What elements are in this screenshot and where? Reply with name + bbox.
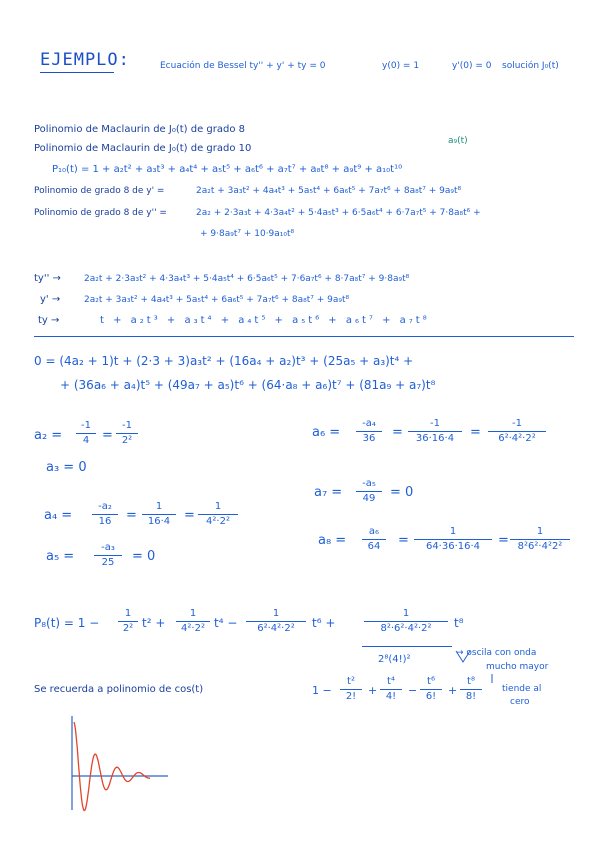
a7-lhs: a₇ = xyxy=(314,485,343,500)
solution-note: solución J₀(t) xyxy=(502,61,559,71)
p8-note-2: mucho mayor xyxy=(486,662,549,672)
p8-term4-var: t⁸ xyxy=(454,616,464,630)
row-ty2: 2a₂t + 2·3a₃t² + 4·3a₄t³ + 5·4a₅t⁴ + 6·5a₆t⁵ + 7·6a₇t⁶ + 8·7a₈t⁷ + 9·8a₉t⁸ xyxy=(84,274,410,284)
initial-condition-y: y(0) = 1 xyxy=(382,61,420,71)
cos-note-1: tiende al xyxy=(502,684,542,694)
p8-term4-frac: 1 8²·6²·4²·2² xyxy=(364,608,448,635)
p8-term1-var: t² + xyxy=(142,616,166,630)
a6-lhs: a₆ = xyxy=(312,425,341,440)
damped-oscillation-curve xyxy=(74,722,150,811)
dy-label: Polinomio de grado 8 de y' = xyxy=(34,186,165,196)
cos-frac-4: t⁸ 8! xyxy=(460,676,482,703)
p8-note-1: → oscila con onda xyxy=(456,648,537,658)
p8-lhs: P₈(t) = 1 − xyxy=(34,616,100,630)
a2-lhs: a₂ = xyxy=(34,428,63,443)
row-ty-label: ty → xyxy=(38,315,60,326)
a6-frac-3: -1 6²·4²·2² xyxy=(488,418,546,445)
initial-condition-dy: y'(0) = 0 xyxy=(452,61,492,71)
row-dy-label: y' → xyxy=(40,294,61,305)
cos-frac-3: t⁶ 6! xyxy=(420,676,442,703)
cos-plus-2: + xyxy=(448,684,458,697)
a5-rhs: = 0 xyxy=(132,549,156,564)
a4-eq2: = xyxy=(184,508,195,523)
a2-frac-1: -1 4 xyxy=(76,420,96,447)
a6-eq: = xyxy=(392,425,403,440)
p8-term1-frac: 1 2² xyxy=(118,608,138,635)
a4-lhs: a₄ = xyxy=(44,508,73,523)
a8-frac-2: 1 64·36·16·4 xyxy=(414,526,492,553)
maclaurin-line-1: Polinomio de Maclaurin de J₀(t) de grado 8 xyxy=(34,124,246,135)
a5-lhs: a₅ = xyxy=(46,549,75,564)
a6-frac-2: -1 36·16·4 xyxy=(408,418,462,445)
p8-term3-frac: 1 6²·4²·2² xyxy=(246,608,306,635)
a5-frac-1: -a₃ 25 xyxy=(94,542,122,569)
a2-frac-2: -1 2² xyxy=(116,420,138,447)
cos-plus-1: + xyxy=(368,684,378,697)
a4-frac-3: 1 4²·2² xyxy=(198,501,238,528)
zero-equation-2: + (36a₆ + a₄)t⁵ + (49a₇ + a₅)t⁶ + (64·a₈ + a₆)t⁷ + (81a₉ + a₇)t⁸ xyxy=(60,378,436,392)
ddy-expression-cont: + 9·8a₉t⁷ + 10·9a₁₀t⁸ xyxy=(200,229,295,239)
p10-polynomial: P₁₀(t) = 1 + a₂t² + a₃t³ + a₄t⁴ + a₅t⁵ + a₆t⁶ + a₇t⁷ + a₈t⁸ + a₉t⁹ + a₁₀t¹⁰ xyxy=(52,164,403,175)
cos-one: 1 − xyxy=(312,684,332,697)
cos-frac-1: t² 2! xyxy=(340,676,362,703)
a6-eq2: = xyxy=(470,425,481,440)
cos-minus: − xyxy=(408,684,418,697)
cos-note-2: cero xyxy=(510,697,530,707)
a4-frac-1: -a₂ 16 xyxy=(92,501,118,528)
a8-frac-1: a₆ 64 xyxy=(362,526,386,553)
cos-frac-2: t⁴ 4! xyxy=(380,676,402,703)
a8-eq: = xyxy=(398,533,409,548)
a8-eq2: = xyxy=(498,533,509,548)
row-dy: 2a₂t + 3a₃t² + 4a₄t³ + 5a₅t⁴ + 6a₆t⁵ + 7a₇t⁶ + 8a₈t⁷ + 9a₉t⁸ xyxy=(84,295,350,305)
page-title: EJEMPLO: xyxy=(40,50,130,70)
a4-frac-2: 1 16·4 xyxy=(142,501,176,528)
a4-eq: = xyxy=(126,508,137,523)
bessel-equation: Ecuación de Bessel ty'' + y' + ty = 0 xyxy=(160,61,326,71)
arrow-icon xyxy=(456,651,470,662)
p8-under-value: 2⁸(4!)² xyxy=(378,654,411,665)
zero-equation-1: 0 = (4a₂ + 1)t + (2·3 + 3)a₃t² + (16a₄ + a₂)t³ + (25a₅ + a₃)t⁴ + xyxy=(34,354,414,368)
a9-annotation: a₉(t) xyxy=(448,136,468,146)
p8-term2-var: t⁴ − xyxy=(214,616,238,630)
a8-frac-3: 1 8²6²·4²2² xyxy=(510,526,570,553)
maclaurin-line-2: Polinomio de Maclaurin de J₀(t) de grado 10 xyxy=(34,143,252,154)
ddy-expression: 2a₂ + 2·3a₃t + 4·3a₄t² + 5·4a₅t³ + 6·5a₆t⁴ + 6·7a₇t⁵ + 7·8a₈t⁶ + xyxy=(196,208,481,218)
a8-lhs: a₈ = xyxy=(318,533,347,548)
a2-eq: = xyxy=(102,428,113,443)
cos-label: Se recuerda a polinomio de cos(t) xyxy=(34,684,204,695)
ddy-label: Polinomio de grado 8 de y'' = xyxy=(34,208,167,218)
p8-term3-var: t⁶ + xyxy=(312,616,336,630)
row-ty: t + a₂t³ + a₃t⁴ + a₄t⁵ + a₅t⁶ + a₆t⁷ + a₇t⁸ xyxy=(100,315,430,326)
a7-frac-1: -a₅ 49 xyxy=(356,478,382,505)
row-ty2-label: ty'' → xyxy=(34,273,61,284)
p8-term2-frac: 1 4²·2² xyxy=(176,608,210,635)
dy-expression: 2a₂t + 3a₃t² + 4a₄t³ + 5a₅t⁴ + 6a₆t⁵ + 7a₇t⁶ + 8a₈t⁷ + 9a₉t⁸ xyxy=(196,186,462,196)
a3-value: a₃ = 0 xyxy=(46,460,87,475)
a6-frac-1: -a₄ 36 xyxy=(356,418,382,445)
a7-rhs: = 0 xyxy=(390,485,414,500)
